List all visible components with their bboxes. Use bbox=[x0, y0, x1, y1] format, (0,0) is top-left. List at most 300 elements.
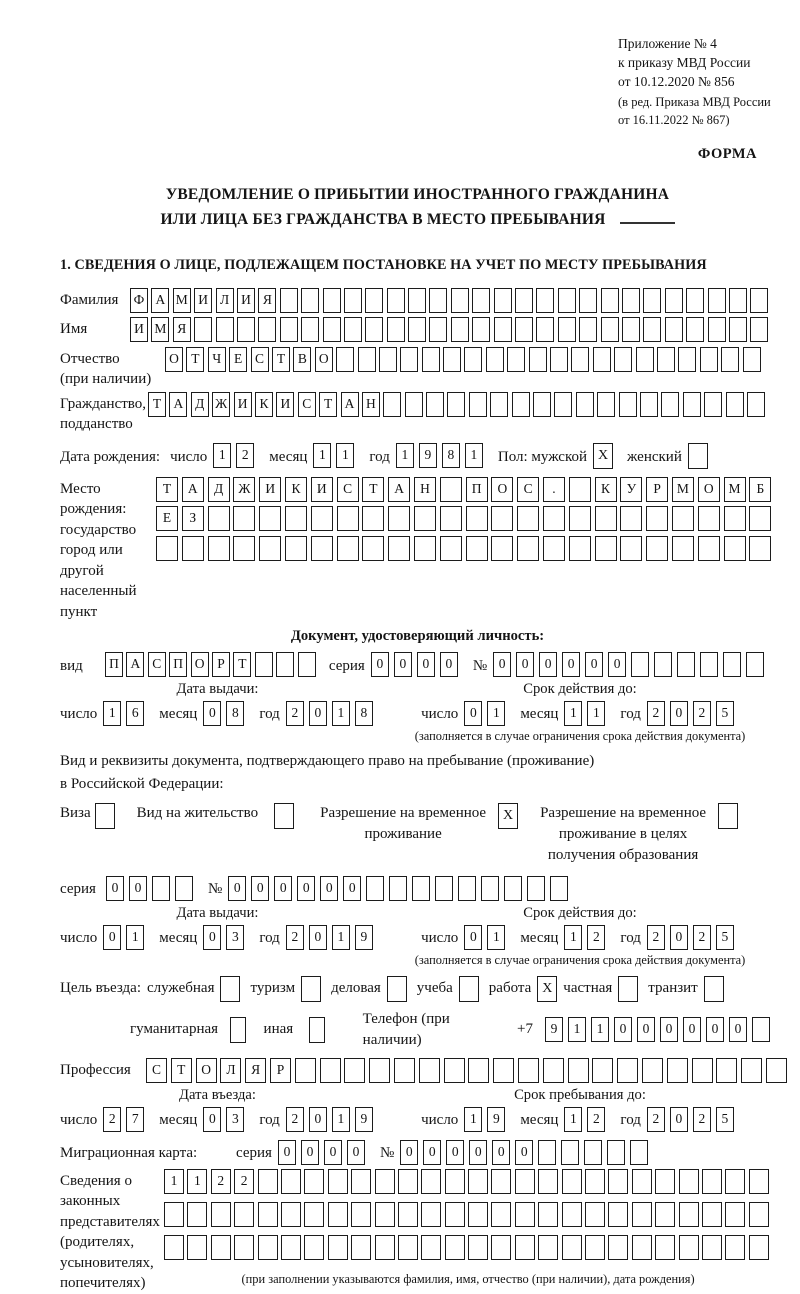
form-cell[interactable] bbox=[725, 1202, 745, 1227]
form-cell[interactable] bbox=[388, 536, 410, 561]
form-cell[interactable]: З bbox=[182, 506, 204, 531]
form-cell[interactable] bbox=[234, 1235, 254, 1260]
form-cell[interactable]: М bbox=[173, 288, 191, 313]
form-cell[interactable]: 0 bbox=[670, 701, 688, 726]
form-cell[interactable] bbox=[156, 536, 178, 561]
form-cell[interactable]: Т bbox=[272, 347, 290, 372]
form-cell[interactable]: У bbox=[620, 477, 642, 502]
form-cell[interactable] bbox=[285, 506, 307, 531]
form-cell[interactable] bbox=[328, 1169, 348, 1194]
form-cell[interactable] bbox=[679, 1169, 699, 1194]
form-cell[interactable]: 1 bbox=[213, 443, 231, 468]
form-cell[interactable] bbox=[655, 1235, 675, 1260]
phone-cells[interactable] bbox=[545, 1017, 775, 1042]
form-cell[interactable] bbox=[724, 506, 746, 531]
form-cell[interactable]: 0 bbox=[670, 925, 688, 950]
stay-month[interactable] bbox=[564, 1107, 610, 1132]
form-cell[interactable]: Е bbox=[156, 506, 178, 531]
form-cell[interactable] bbox=[486, 347, 504, 372]
form-cell[interactable] bbox=[426, 392, 444, 417]
birth-month-cells[interactable] bbox=[313, 443, 359, 468]
form-cell[interactable]: 1 bbox=[332, 701, 350, 726]
form-cell[interactable] bbox=[617, 1058, 638, 1083]
entry-year[interactable] bbox=[286, 1107, 378, 1132]
form-cell[interactable]: 0 bbox=[614, 1017, 632, 1042]
form-cell[interactable]: 8 bbox=[355, 701, 373, 726]
form-cell[interactable]: 1 bbox=[126, 925, 144, 950]
stay-day[interactable] bbox=[464, 1107, 510, 1132]
form-cell[interactable] bbox=[491, 506, 513, 531]
form-cell[interactable]: 2 bbox=[211, 1169, 231, 1194]
form-cell[interactable]: 6 bbox=[126, 701, 144, 726]
form-cell[interactable] bbox=[398, 1235, 418, 1260]
form-cell[interactable] bbox=[285, 536, 307, 561]
form-cell[interactable]: 1 bbox=[336, 443, 354, 468]
form-cell[interactable] bbox=[562, 1235, 582, 1260]
form-cell[interactable]: 0 bbox=[203, 1107, 221, 1132]
form-cell[interactable] bbox=[398, 1169, 418, 1194]
form-cell[interactable] bbox=[281, 1169, 301, 1194]
form-cell[interactable] bbox=[622, 317, 640, 342]
form-cell[interactable] bbox=[472, 317, 490, 342]
form-cell[interactable] bbox=[657, 347, 675, 372]
form-cell[interactable]: 0 bbox=[464, 925, 482, 950]
form-cell[interactable] bbox=[365, 317, 383, 342]
form-cell[interactable]: 1 bbox=[564, 1107, 582, 1132]
form-cell[interactable]: Н bbox=[414, 477, 436, 502]
form-cell[interactable] bbox=[504, 876, 522, 901]
residence-valid-month[interactable] bbox=[564, 925, 610, 950]
form-cell[interactable]: Я bbox=[258, 288, 276, 313]
form-cell[interactable] bbox=[747, 392, 765, 417]
form-cell[interactable] bbox=[323, 288, 341, 313]
form-cell[interactable] bbox=[558, 317, 576, 342]
form-cell[interactable] bbox=[362, 536, 384, 561]
form-cell[interactable] bbox=[576, 392, 594, 417]
form-cell[interactable]: 7 bbox=[126, 1107, 144, 1132]
form-cell[interactable]: 0 bbox=[251, 876, 269, 901]
form-cell[interactable] bbox=[595, 506, 617, 531]
form-cell[interactable] bbox=[550, 347, 568, 372]
form-cell[interactable] bbox=[194, 317, 212, 342]
form-cell[interactable] bbox=[749, 1235, 769, 1260]
form-cell[interactable]: Я bbox=[245, 1058, 266, 1083]
form-cell[interactable]: 8 bbox=[442, 443, 460, 468]
form-cell[interactable]: 2 bbox=[693, 1107, 711, 1132]
form-cell[interactable]: 2 bbox=[103, 1107, 121, 1132]
form-cell[interactable] bbox=[276, 652, 294, 677]
form-cell[interactable]: 0 bbox=[228, 876, 246, 901]
form-cell[interactable] bbox=[554, 392, 572, 417]
form-cell[interactable]: 0 bbox=[203, 701, 221, 726]
form-cell[interactable]: И bbox=[130, 317, 148, 342]
purpose-commercial-checkbox[interactable] bbox=[387, 976, 407, 1002]
form-cell[interactable] bbox=[515, 1169, 535, 1194]
form-cell[interactable] bbox=[344, 317, 362, 342]
form-cell[interactable] bbox=[445, 1169, 465, 1194]
birth-year-cells[interactable] bbox=[396, 443, 488, 468]
form-cell[interactable]: 0 bbox=[278, 1140, 296, 1165]
form-cell[interactable] bbox=[538, 1140, 556, 1165]
form-cell[interactable] bbox=[295, 1058, 316, 1083]
form-cell[interactable] bbox=[494, 317, 512, 342]
form-cell[interactable] bbox=[152, 876, 170, 901]
form-cell[interactable]: И bbox=[194, 288, 212, 313]
form-cell[interactable] bbox=[208, 506, 230, 531]
form-cell[interactable]: 0 bbox=[608, 652, 626, 677]
form-cell[interactable] bbox=[729, 288, 747, 313]
form-cell[interactable]: 1 bbox=[564, 925, 582, 950]
form-cell[interactable]: 0 bbox=[464, 701, 482, 726]
form-cell[interactable] bbox=[468, 1235, 488, 1260]
form-cell[interactable] bbox=[562, 1202, 582, 1227]
form-cell[interactable]: 2 bbox=[286, 701, 304, 726]
form-cell[interactable]: 1 bbox=[568, 1017, 586, 1042]
form-cell[interactable] bbox=[280, 317, 298, 342]
form-cell[interactable]: 5 bbox=[716, 1107, 734, 1132]
form-cell[interactable] bbox=[491, 1169, 511, 1194]
form-cell[interactable] bbox=[543, 1058, 564, 1083]
form-cell[interactable] bbox=[389, 876, 407, 901]
entry-month[interactable] bbox=[203, 1107, 249, 1132]
form-cell[interactable] bbox=[464, 347, 482, 372]
form-cell[interactable] bbox=[458, 876, 476, 901]
form-cell[interactable] bbox=[259, 506, 281, 531]
form-cell[interactable]: 0 bbox=[309, 701, 327, 726]
form-cell[interactable] bbox=[472, 288, 490, 313]
form-cell[interactable] bbox=[677, 652, 695, 677]
form-cell[interactable] bbox=[655, 1169, 675, 1194]
form-cell[interactable]: И bbox=[276, 392, 294, 417]
form-cell[interactable] bbox=[233, 506, 255, 531]
form-cell[interactable] bbox=[631, 652, 649, 677]
form-cell[interactable] bbox=[408, 288, 426, 313]
form-cell[interactable]: 0 bbox=[440, 652, 458, 677]
form-cell[interactable]: 0 bbox=[297, 876, 315, 901]
form-cell[interactable] bbox=[440, 536, 462, 561]
form-cell[interactable] bbox=[301, 288, 319, 313]
migration-number-cells[interactable] bbox=[400, 1140, 653, 1165]
form-cell[interactable] bbox=[187, 1202, 207, 1227]
form-cell[interactable]: 1 bbox=[332, 925, 350, 950]
residence-issue-year[interactable] bbox=[286, 925, 378, 950]
form-cell[interactable] bbox=[281, 1202, 301, 1227]
form-cell[interactable] bbox=[328, 1202, 348, 1227]
form-cell[interactable] bbox=[400, 347, 418, 372]
form-cell[interactable] bbox=[388, 506, 410, 531]
form-cell[interactable]: И bbox=[237, 288, 255, 313]
form-cell[interactable] bbox=[643, 317, 661, 342]
form-cell[interactable] bbox=[721, 347, 739, 372]
form-cell[interactable] bbox=[258, 317, 276, 342]
form-cell[interactable]: 0 bbox=[670, 1107, 688, 1132]
surname-cells[interactable] bbox=[130, 288, 772, 313]
form-cell[interactable]: Т bbox=[233, 652, 251, 677]
form-cell[interactable] bbox=[421, 1169, 441, 1194]
form-cell[interactable] bbox=[702, 1235, 722, 1260]
form-cell[interactable]: 2 bbox=[286, 925, 304, 950]
form-cell[interactable] bbox=[601, 317, 619, 342]
form-cell[interactable] bbox=[405, 392, 423, 417]
form-cell[interactable]: 0 bbox=[309, 1107, 327, 1132]
form-cell[interactable]: Ч bbox=[208, 347, 226, 372]
form-cell[interactable] bbox=[562, 1169, 582, 1194]
form-cell[interactable] bbox=[164, 1235, 184, 1260]
form-cell[interactable] bbox=[383, 392, 401, 417]
visa-checkbox[interactable] bbox=[95, 803, 115, 829]
form-cell[interactable] bbox=[533, 392, 551, 417]
form-cell[interactable] bbox=[643, 288, 661, 313]
form-cell[interactable]: 0 bbox=[320, 876, 338, 901]
form-cell[interactable]: 0 bbox=[683, 1017, 701, 1042]
form-cell[interactable]: 0 bbox=[562, 652, 580, 677]
form-cell[interactable]: Д bbox=[191, 392, 209, 417]
form-cell[interactable] bbox=[743, 347, 761, 372]
form-cell[interactable] bbox=[642, 1058, 663, 1083]
form-cell[interactable] bbox=[592, 1058, 613, 1083]
form-cell[interactable]: 9 bbox=[355, 925, 373, 950]
form-cell[interactable] bbox=[725, 1169, 745, 1194]
form-cell[interactable] bbox=[304, 1169, 324, 1194]
form-cell[interactable] bbox=[490, 392, 508, 417]
form-cell[interactable]: И bbox=[234, 392, 252, 417]
form-cell[interactable]: 0 bbox=[309, 925, 327, 950]
sex-male-checkbox[interactable]: X bbox=[593, 443, 613, 469]
purpose-tourism-checkbox[interactable] bbox=[301, 976, 321, 1002]
form-cell[interactable] bbox=[608, 1235, 628, 1260]
purpose-private-checkbox[interactable] bbox=[618, 976, 638, 1002]
form-cell[interactable]: 1 bbox=[396, 443, 414, 468]
form-cell[interactable]: Т bbox=[362, 477, 384, 502]
form-cell[interactable]: 0 bbox=[371, 652, 389, 677]
form-cell[interactable] bbox=[398, 1202, 418, 1227]
residence-series-cells[interactable] bbox=[106, 876, 198, 901]
form-cell[interactable] bbox=[665, 317, 683, 342]
form-cell[interactable]: Т bbox=[186, 347, 204, 372]
form-cell[interactable] bbox=[538, 1202, 558, 1227]
form-cell[interactable]: 1 bbox=[187, 1169, 207, 1194]
form-cell[interactable]: М bbox=[724, 477, 746, 502]
form-cell[interactable] bbox=[445, 1202, 465, 1227]
form-cell[interactable] bbox=[698, 536, 720, 561]
form-cell[interactable] bbox=[429, 288, 447, 313]
form-cell[interactable] bbox=[692, 1058, 713, 1083]
residence-issue-day[interactable] bbox=[103, 925, 149, 950]
form-cell[interactable]: 1 bbox=[464, 1107, 482, 1132]
form-cell[interactable]: 3 bbox=[226, 1107, 244, 1132]
form-cell[interactable] bbox=[412, 876, 430, 901]
form-cell[interactable]: 1 bbox=[465, 443, 483, 468]
form-cell[interactable] bbox=[280, 288, 298, 313]
form-cell[interactable] bbox=[632, 1169, 652, 1194]
form-cell[interactable]: И bbox=[311, 477, 333, 502]
form-cell[interactable]: М bbox=[151, 317, 169, 342]
form-cell[interactable]: 1 bbox=[313, 443, 331, 468]
iddoc-issue-day[interactable] bbox=[103, 701, 149, 726]
form-cell[interactable] bbox=[281, 1235, 301, 1260]
iddoc-valid-month[interactable] bbox=[564, 701, 610, 726]
form-cell[interactable] bbox=[725, 1235, 745, 1260]
purpose-study-checkbox[interactable] bbox=[459, 976, 479, 1002]
stay-year[interactable] bbox=[647, 1107, 739, 1132]
form-cell[interactable] bbox=[208, 536, 230, 561]
form-cell[interactable] bbox=[686, 317, 704, 342]
form-cell[interactable]: С bbox=[148, 652, 166, 677]
form-cell[interactable] bbox=[749, 1169, 769, 1194]
purpose-humanitarian-checkbox[interactable] bbox=[230, 1017, 246, 1043]
form-cell[interactable]: 0 bbox=[469, 1140, 487, 1165]
rvp-education-checkbox[interactable] bbox=[718, 803, 738, 829]
form-cell[interactable]: И bbox=[259, 477, 281, 502]
form-cell[interactable] bbox=[255, 652, 273, 677]
form-cell[interactable] bbox=[387, 288, 405, 313]
purpose-transit-checkbox[interactable] bbox=[704, 976, 724, 1002]
form-cell[interactable]: 0 bbox=[729, 1017, 747, 1042]
form-cell[interactable] bbox=[211, 1202, 231, 1227]
form-cell[interactable] bbox=[518, 1058, 539, 1083]
form-cell[interactable]: 5 bbox=[716, 701, 734, 726]
form-cell[interactable] bbox=[646, 536, 668, 561]
form-cell[interactable] bbox=[571, 347, 589, 372]
form-cell[interactable] bbox=[750, 317, 768, 342]
form-cell[interactable]: 2 bbox=[236, 443, 254, 468]
form-cell[interactable] bbox=[515, 288, 533, 313]
form-cell[interactable] bbox=[164, 1202, 184, 1227]
form-cell[interactable] bbox=[408, 317, 426, 342]
entry-day[interactable] bbox=[103, 1107, 149, 1132]
form-cell[interactable] bbox=[311, 536, 333, 561]
form-cell[interactable]: С bbox=[337, 477, 359, 502]
form-cell[interactable]: 9 bbox=[419, 443, 437, 468]
form-cell[interactable] bbox=[422, 347, 440, 372]
form-cell[interactable]: 9 bbox=[487, 1107, 505, 1132]
iddoc-issue-year[interactable] bbox=[286, 701, 378, 726]
form-cell[interactable]: 0 bbox=[660, 1017, 678, 1042]
form-cell[interactable] bbox=[726, 392, 744, 417]
representatives-cells-1[interactable] bbox=[164, 1169, 772, 1194]
form-cell[interactable] bbox=[752, 1017, 770, 1042]
iddoc-number-cells[interactable] bbox=[493, 652, 769, 677]
form-cell[interactable] bbox=[724, 536, 746, 561]
form-cell[interactable] bbox=[375, 1235, 395, 1260]
form-cell[interactable] bbox=[749, 536, 771, 561]
form-cell[interactable]: С bbox=[146, 1058, 167, 1083]
form-cell[interactable]: 0 bbox=[324, 1140, 342, 1165]
form-cell[interactable] bbox=[584, 1140, 602, 1165]
form-cell[interactable]: Т bbox=[171, 1058, 192, 1083]
form-cell[interactable]: С bbox=[251, 347, 269, 372]
form-cell[interactable]: 5 bbox=[716, 925, 734, 950]
form-cell[interactable]: П bbox=[105, 652, 123, 677]
form-cell[interactable]: О bbox=[191, 652, 209, 677]
form-cell[interactable]: Ф bbox=[130, 288, 148, 313]
form-cell[interactable] bbox=[527, 876, 545, 901]
purpose-business-checkbox[interactable] bbox=[220, 976, 240, 1002]
form-cell[interactable] bbox=[704, 392, 722, 417]
form-cell[interactable] bbox=[679, 1202, 699, 1227]
form-cell[interactable] bbox=[366, 876, 384, 901]
form-cell[interactable] bbox=[466, 536, 488, 561]
iddoc-kind-cells[interactable] bbox=[105, 652, 319, 677]
residence-valid-day[interactable] bbox=[464, 925, 510, 950]
form-cell[interactable] bbox=[620, 506, 642, 531]
form-cell[interactable] bbox=[187, 1235, 207, 1260]
form-cell[interactable] bbox=[608, 1202, 628, 1227]
form-cell[interactable]: О bbox=[698, 477, 720, 502]
form-cell[interactable] bbox=[216, 317, 234, 342]
form-cell[interactable]: 8 bbox=[226, 701, 244, 726]
form-cell[interactable]: Р bbox=[270, 1058, 291, 1083]
form-cell[interactable] bbox=[550, 876, 568, 901]
form-cell[interactable] bbox=[667, 1058, 688, 1083]
form-cell[interactable]: П bbox=[169, 652, 187, 677]
form-cell[interactable] bbox=[661, 392, 679, 417]
form-cell[interactable] bbox=[700, 652, 718, 677]
form-cell[interactable] bbox=[379, 347, 397, 372]
iddoc-issue-month[interactable] bbox=[203, 701, 249, 726]
form-cell[interactable]: С bbox=[517, 477, 539, 502]
form-cell[interactable] bbox=[579, 317, 597, 342]
form-cell[interactable] bbox=[654, 652, 672, 677]
form-cell[interactable] bbox=[175, 876, 193, 901]
form-cell[interactable] bbox=[493, 1058, 514, 1083]
form-cell[interactable]: С bbox=[298, 392, 316, 417]
form-cell[interactable] bbox=[336, 347, 354, 372]
form-cell[interactable] bbox=[678, 347, 696, 372]
form-cell[interactable] bbox=[708, 317, 726, 342]
form-cell[interactable] bbox=[517, 536, 539, 561]
form-cell[interactable] bbox=[491, 536, 513, 561]
form-cell[interactable]: 0 bbox=[493, 652, 511, 677]
form-cell[interactable] bbox=[543, 536, 565, 561]
form-cell[interactable] bbox=[538, 1235, 558, 1260]
form-cell[interactable] bbox=[445, 1235, 465, 1260]
form-cell[interactable]: О bbox=[315, 347, 333, 372]
form-cell[interactable] bbox=[749, 1202, 769, 1227]
form-cell[interactable] bbox=[421, 1202, 441, 1227]
form-cell[interactable]: 2 bbox=[693, 925, 711, 950]
form-cell[interactable] bbox=[304, 1202, 324, 1227]
form-cell[interactable]: Л bbox=[220, 1058, 241, 1083]
form-cell[interactable]: К bbox=[255, 392, 273, 417]
form-cell[interactable] bbox=[419, 1058, 440, 1083]
form-cell[interactable] bbox=[468, 1058, 489, 1083]
form-cell[interactable] bbox=[569, 477, 591, 502]
form-cell[interactable] bbox=[375, 1169, 395, 1194]
form-cell[interactable]: А bbox=[151, 288, 169, 313]
form-cell[interactable] bbox=[301, 317, 319, 342]
form-cell[interactable] bbox=[466, 506, 488, 531]
form-cell[interactable]: 0 bbox=[394, 652, 412, 677]
form-cell[interactable]: 0 bbox=[539, 652, 557, 677]
form-cell[interactable] bbox=[258, 1235, 278, 1260]
form-cell[interactable]: Е bbox=[229, 347, 247, 372]
form-cell[interactable] bbox=[536, 288, 554, 313]
form-cell[interactable]: Ж bbox=[212, 392, 230, 417]
form-cell[interactable] bbox=[630, 1140, 648, 1165]
form-cell[interactable]: 1 bbox=[332, 1107, 350, 1132]
form-cell[interactable] bbox=[233, 536, 255, 561]
birthplace-cells-1[interactable] bbox=[156, 477, 775, 502]
form-cell[interactable] bbox=[468, 1202, 488, 1227]
rvp-checkbox[interactable]: X bbox=[498, 803, 518, 829]
form-cell[interactable] bbox=[351, 1235, 371, 1260]
form-cell[interactable] bbox=[746, 652, 764, 677]
form-cell[interactable] bbox=[655, 1202, 675, 1227]
representatives-cells-2[interactable] bbox=[164, 1202, 772, 1227]
form-cell[interactable]: 0 bbox=[423, 1140, 441, 1165]
form-cell[interactable] bbox=[394, 1058, 415, 1083]
